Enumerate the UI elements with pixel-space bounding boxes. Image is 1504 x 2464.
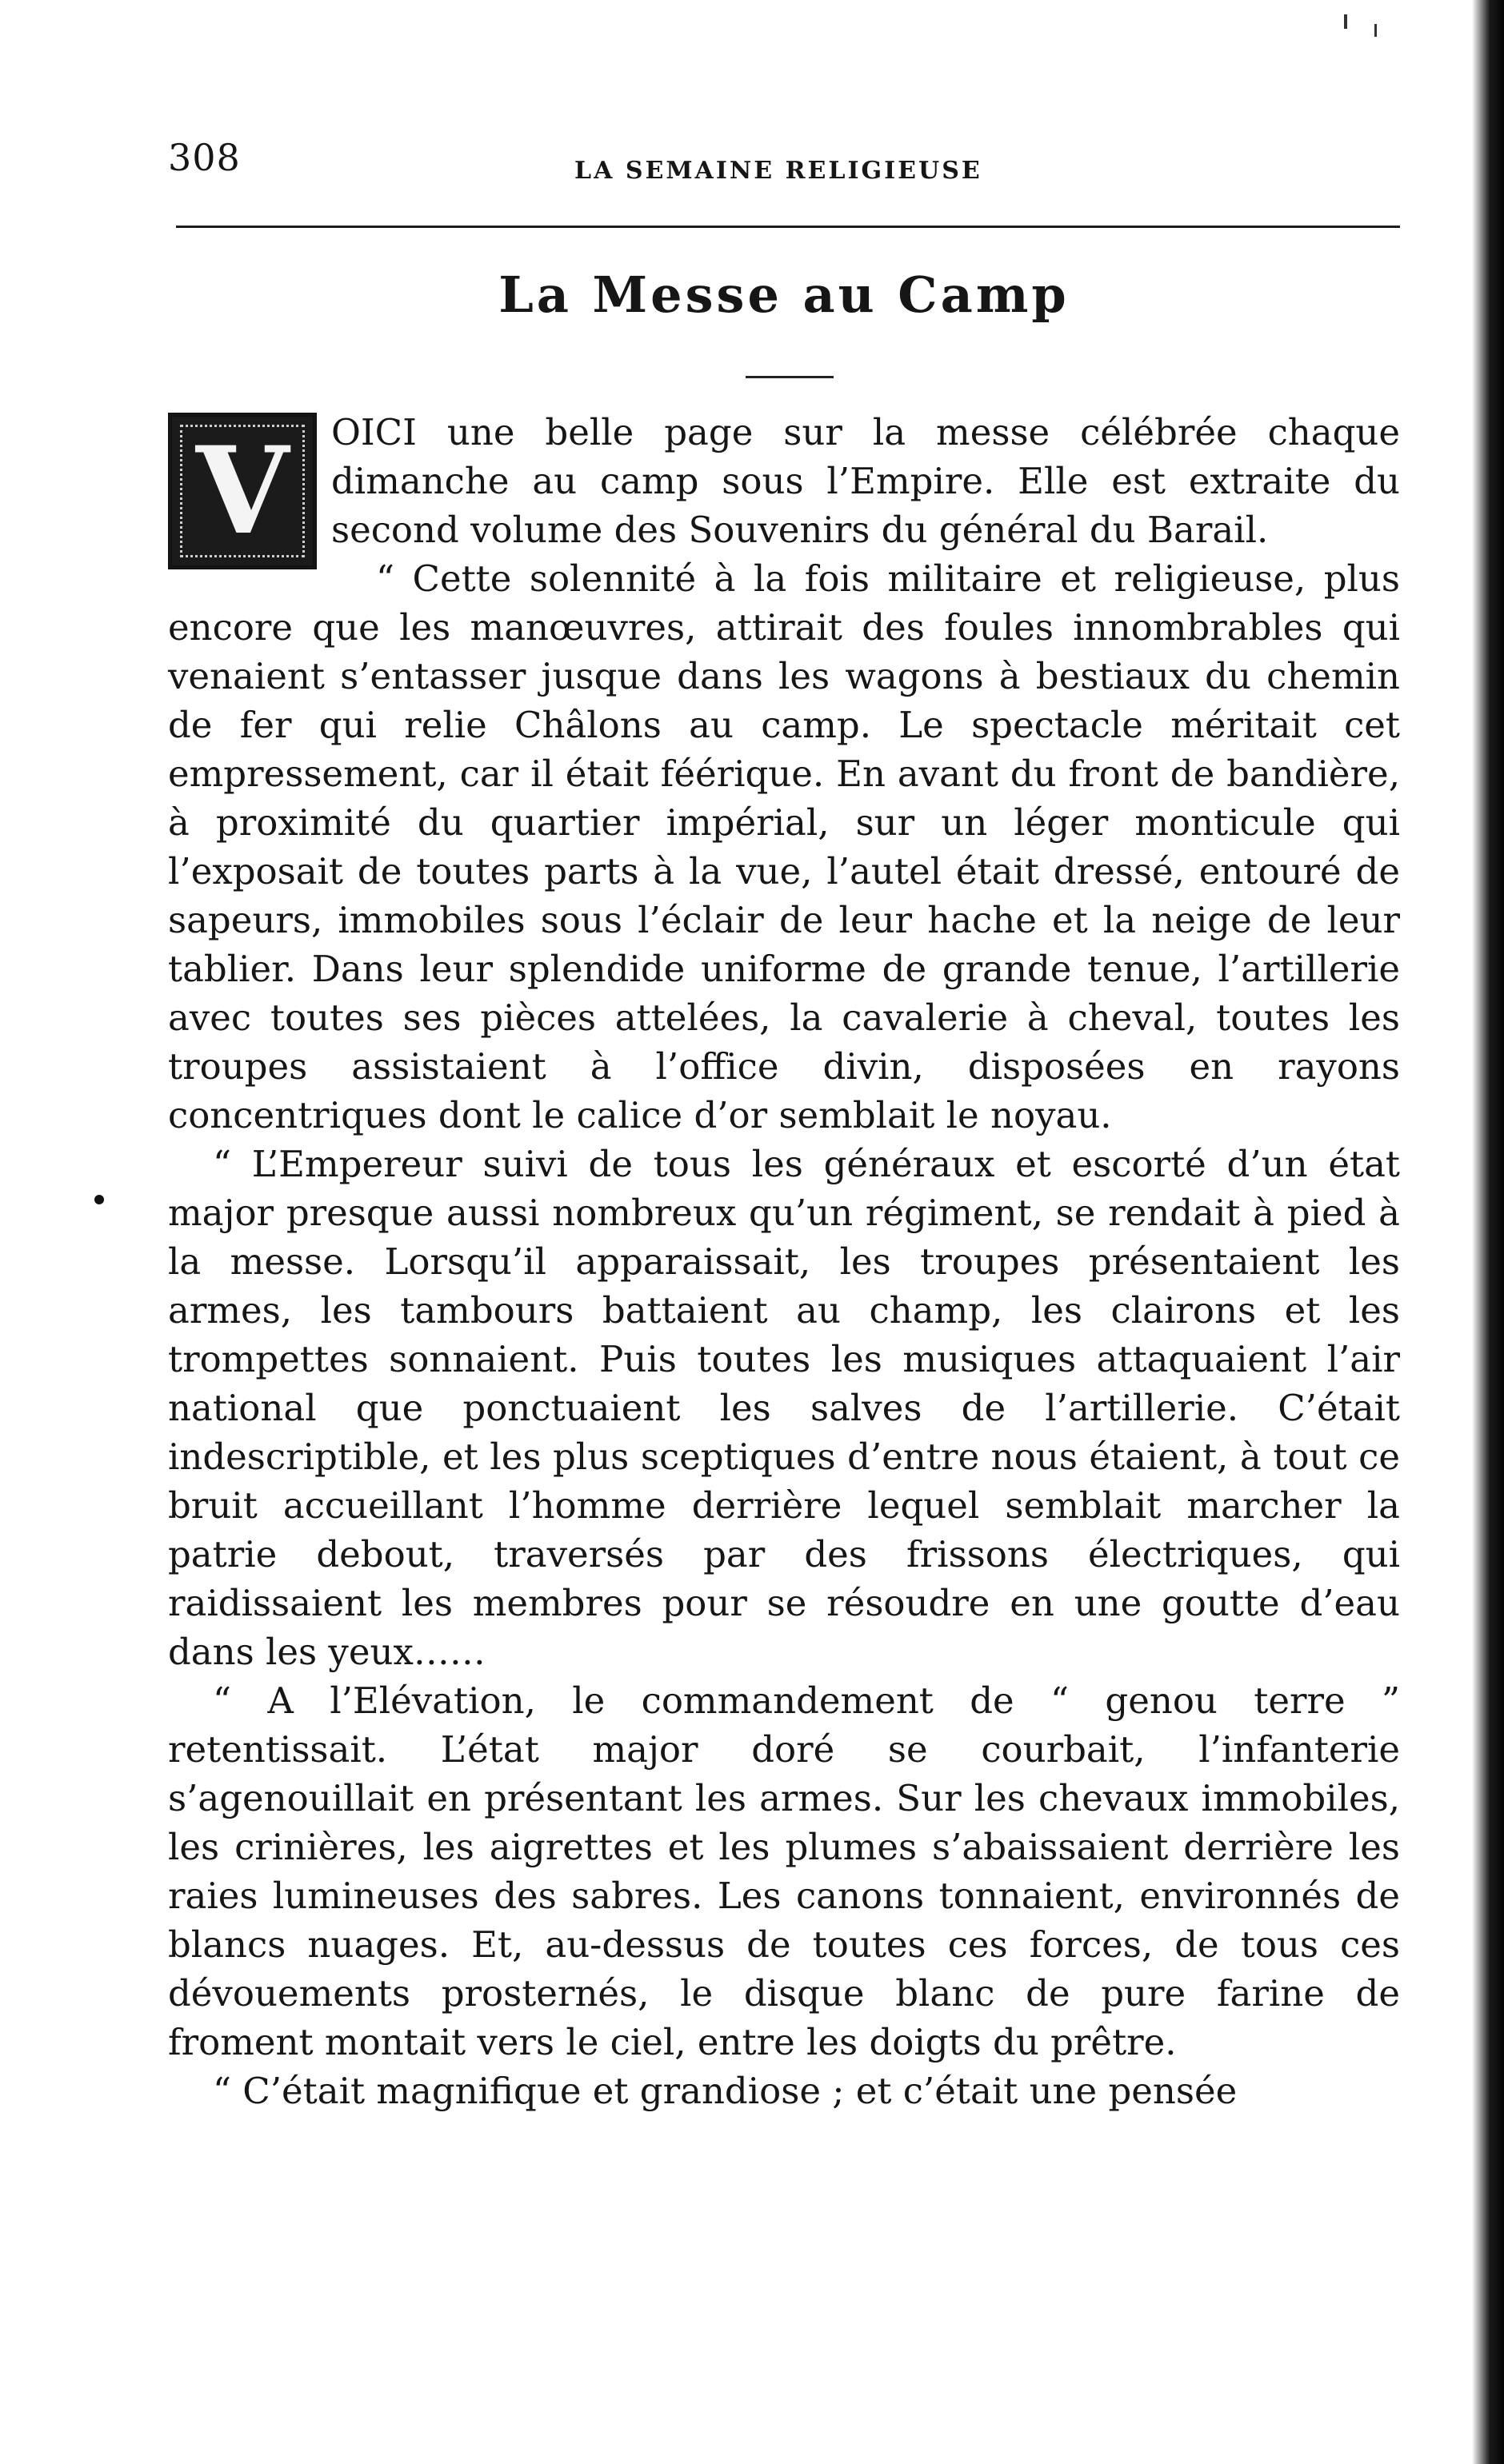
running-title: LA SEMAINE RELIGIEUSE bbox=[574, 157, 982, 185]
page-number: 308 bbox=[168, 136, 241, 179]
header-rule bbox=[176, 226, 1400, 228]
article-title: La Messe au Camp bbox=[498, 266, 1070, 324]
paragraph: OICI une belle page sur la messe célébrée chaque dimanche au camp sous l’Empire. Elle est extraite du second volume des Souvenirs du général du Barail. bbox=[331, 411, 1400, 551]
paragraph: “ Cette solennité à la fois militaire et religieuse, plus encore que les manœuvres, attirait des foules innombrables qui venaient s’entasser jusque dans les wagons à bestiaux du chemin de fer qui relie Châlons au camp. Le spectacle méritait cet empressement, car il était féérique. En avant du front de bandière, à proximité du quartier impérial, sur un léger monticule qui l’exposait de toutes parts à la vue, l’autel était dressé, entouré de sapeurs, immobiles sous l’éclair de leur hache et la neige de leur tablier. Dans leur splendide uniforme de grande tenue, l’artillerie avec toutes ses pièces attelées, la cavalerie à cheval, toutes les troupes assistaient à l’office divin, disposées en rayons concentriques dont le calice d’or semblait le noyau. bbox=[168, 557, 1400, 1136]
drop-cap-letter: V bbox=[195, 421, 290, 561]
page bbox=[168, 136, 1400, 2112]
running-head bbox=[168, 136, 1400, 194]
title-rule bbox=[746, 376, 834, 378]
article-body bbox=[168, 408, 1400, 2115]
paragraph: “ L’Empereur suivi de tous les généraux et escorté d’un état major presque aussi nombreux qu’un régiment, se rendait à pied à la messe. Lorsqu’il apparaissait, les troupes présentaient les armes, les tambours battaient au champ, les clairons et les trompettes sonnaient. Puis toutes les musiques attaquaient l’air national que ponctuaient les salves de l’artillerie. C’était indescriptible, et les plus sceptiques d’entre nous étaient, à tout ce bruit accueillant l’homme derrière lequel semblait marcher la patrie debout, traversés par des frissons électriques, qui raidissaient les membres pour se résoudre en une goutte d’eau dans les yeux…… bbox=[168, 1143, 1400, 1673]
paragraph: “ C’était magnifique et grandiose ; et c’était une pensée bbox=[213, 2070, 1238, 2112]
scan-speck bbox=[1344, 14, 1347, 29]
drop-cap bbox=[168, 413, 317, 569]
paragraph: “ A l’Elévation, le commandement de “ genou terre ” retentissait. L’état major doré se courbait, l’infanterie s’agenouillait en présentant les armes. Sur les chevaux immobiles, les crinières, les aigrettes et les plumes s’abaissaient derrière les raies lumineuses des sabres. Les canons tonnaient, environnés de blancs nuages. Et, au-dessus de toutes ces forces, de tous ces dévouements prosternés, le disque blanc de pure farine de froment montait vers le ciel, entre les doigts du prêtre. bbox=[168, 1679, 1400, 2063]
binding-edge bbox=[1472, 0, 1504, 2464]
scan-speck bbox=[1374, 24, 1377, 37]
margin-mark bbox=[94, 1195, 104, 1204]
